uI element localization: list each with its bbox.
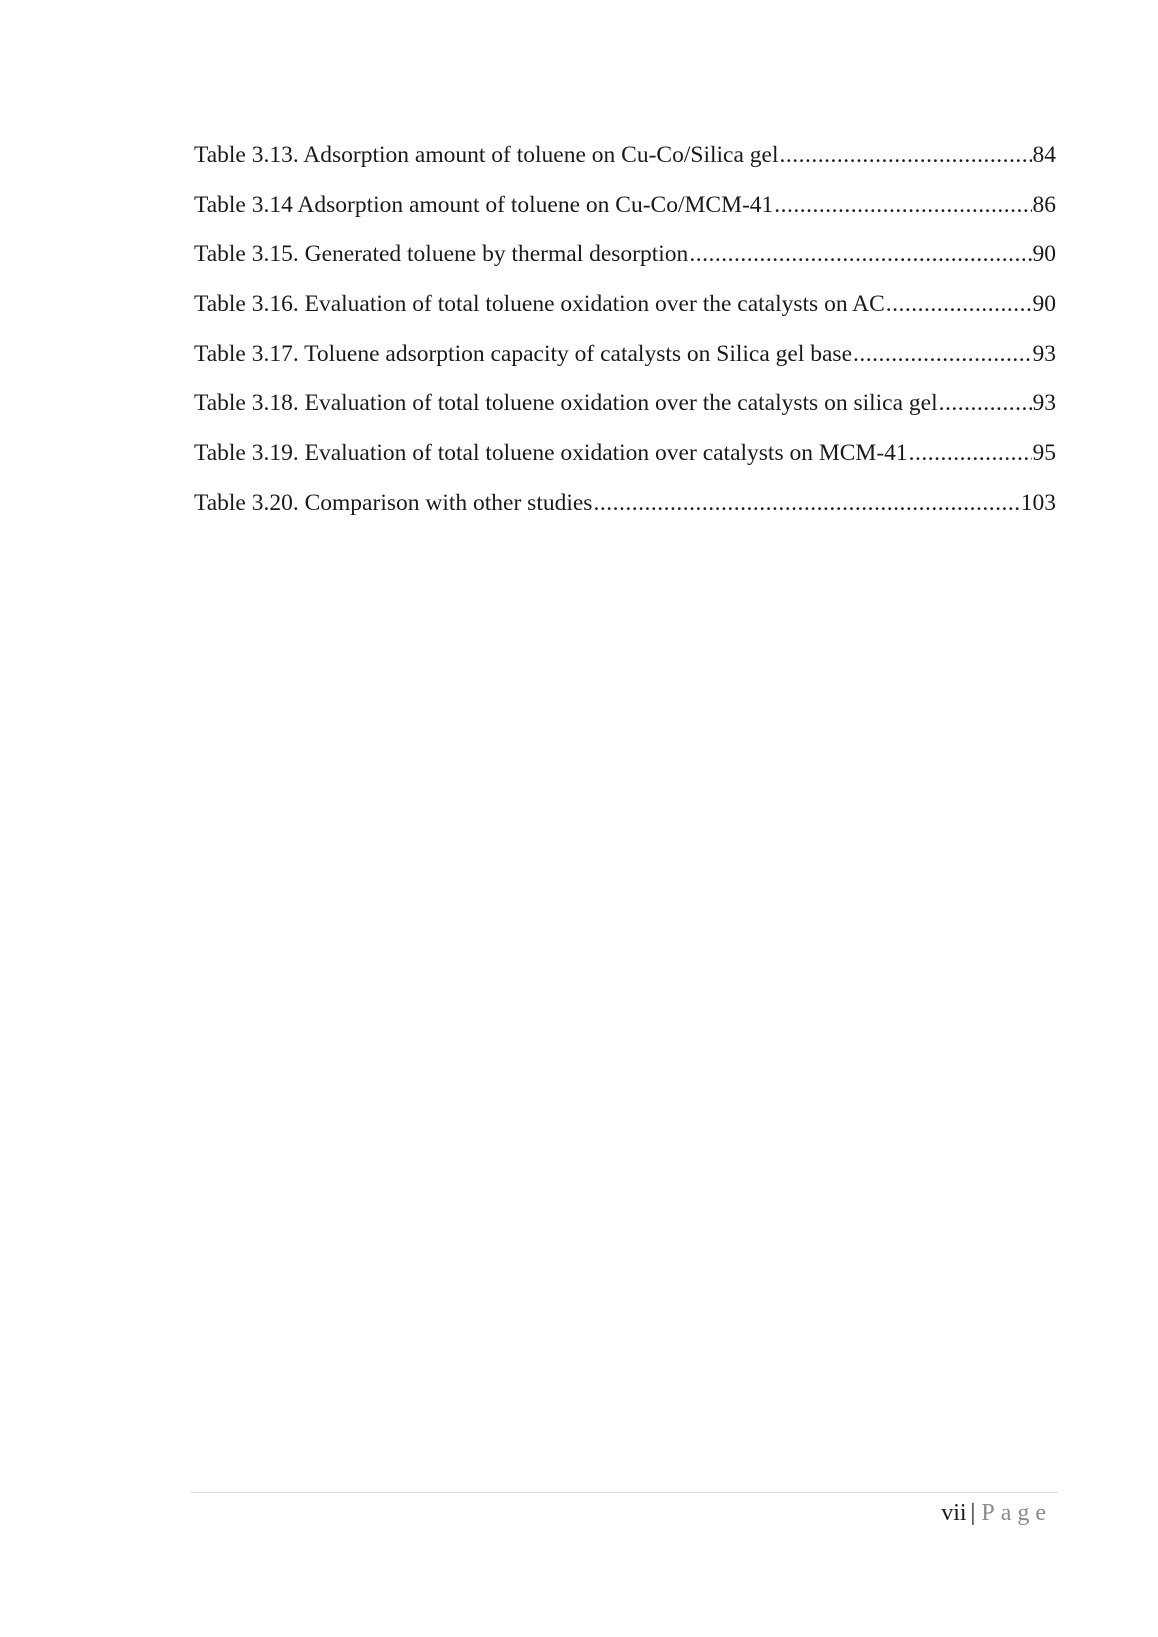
toc-entry [194,429,1056,479]
toc-entry-page: 103 [1020,489,1056,516]
toc-entry-title: Table 3.17. Toluene adsorption capacity of catalysts on Silica gel base [194,340,852,367]
dot-leader [689,230,1031,280]
list-of-tables [194,131,1056,529]
dot-leader [593,479,1019,529]
dot-leader [909,429,1032,479]
toc-entry-title: Table 3.18. Evaluation of total toluene oxidation over the catalysts on silica gel [194,390,938,417]
toc-entry-title: Table 3.16. Evaluation of total toluene oxidation over the catalysts on AC [194,291,885,318]
toc-entry [194,330,1056,380]
toc-entry-title: Table 3.19. Evaluation of total toluene oxidation over catalysts on MCM-41 [194,440,908,467]
footer-divider [191,1492,1058,1493]
toc-entry [194,181,1056,231]
toc-entry-page: 90 [1032,241,1056,268]
dot-leader [886,280,1032,330]
toc-entry [194,280,1056,330]
dot-leader [774,181,1031,231]
toc-entry-page: 84 [1032,142,1056,168]
footer-separator: | [970,1500,976,1526]
toc-entry [194,131,1056,181]
toc-entry-title: Table 3.20. Comparison with other studies [194,489,593,516]
dot-leader [779,131,1031,181]
toc-entry-title: Table 3.13. Adsorption amount of toluene on Cu-Co/Silica gel [194,142,779,168]
toc-entry-page: 95 [1032,440,1056,467]
toc-entry-title: Table 3.15. Generated toluene by thermal desorption [194,241,689,268]
toc-entry [194,379,1056,429]
toc-entry-title: Table 3.14 Adsorption amount of toluene on Cu-Co/MCM-41 [194,191,774,218]
toc-entry-page: 86 [1032,191,1056,218]
toc-entry [194,230,1056,280]
dot-leader [853,330,1032,380]
toc-entry-page: 90 [1032,291,1056,318]
dot-leader [939,379,1032,429]
page-number: vii [941,1500,967,1526]
page-footer [941,1494,1052,1532]
toc-entry-page: 93 [1032,340,1056,367]
toc-entry-page: 93 [1032,390,1056,417]
toc-entry [194,479,1056,529]
page-word: Page [981,1500,1052,1526]
